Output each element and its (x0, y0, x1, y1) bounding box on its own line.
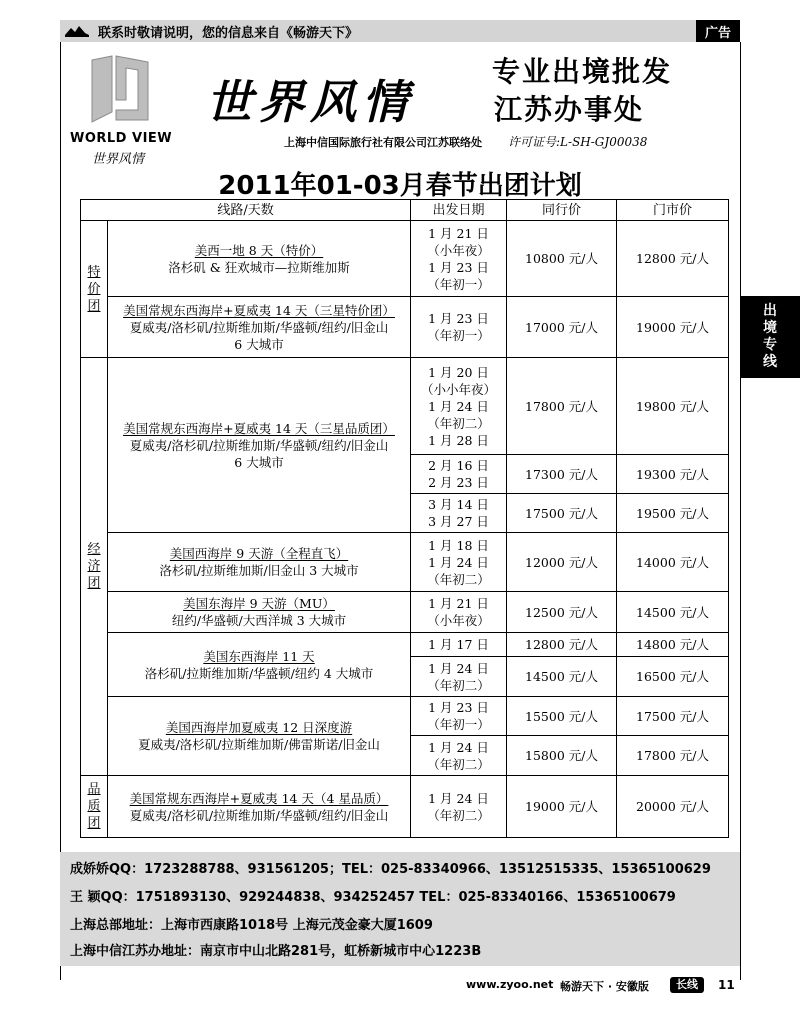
route-cities: 夏威夷/洛杉矶/拉斯维加斯/华盛顿/纽约/旧金山 (129, 807, 389, 823)
retail-price: 19500 元/人 (617, 494, 729, 533)
peer-price: 12000 元/人 (507, 533, 617, 592)
category-special: 特 价 团 (81, 221, 108, 358)
peer-price: 12500 元/人 (507, 592, 617, 633)
route-cities: 纽约/华盛顿/大西洋城 3 大城市 (171, 613, 347, 628)
tour-plan-table (80, 199, 729, 838)
retail-price: 14000 元/人 (617, 533, 729, 592)
route-title: 美西一地 8 天（特价） (194, 242, 324, 258)
route-cities: 洛杉矶/拉斯维加斯/华盛顿/纽约 4 大城市 (144, 665, 374, 681)
table-row (81, 297, 729, 358)
table-header-row (81, 200, 729, 221)
route-cell (108, 776, 411, 838)
brand-name: 世界风情 (206, 75, 414, 129)
ad-tag: 广告 (696, 20, 740, 42)
table-row (81, 697, 729, 736)
page-footer (60, 974, 740, 996)
route-cities: 夏威夷/洛杉矶/拉斯维加斯/华盛顿/纽约/旧金山 (129, 319, 389, 335)
peer-price: 15500 元/人 (507, 697, 617, 736)
table-row (81, 633, 729, 657)
route-cities: 洛杉矶/拉斯维加斯/旧金山 3 大城市 (159, 563, 359, 578)
route-title: 美国东西海岸 11 天 (203, 648, 315, 664)
address-jiangsu: 上海中信江苏办地址：南京市中山北路281号，虹桥新城市中心1223B (70, 944, 482, 959)
license-number: 许可证号:L-SH-GJ00038 (508, 135, 648, 149)
retail-price: 20000 元/人 (617, 776, 729, 838)
side-tab-char: 线 (763, 354, 777, 370)
route-cities: 夏威夷/洛杉矶/拉斯维加斯/华盛顿/纽约/旧金山 (129, 437, 389, 453)
contact-cheng: 成娇娇QQ：1723288788、931561205；TEL：025-83340966、13512515335、15365100629 (70, 862, 711, 877)
route-title: 美国常规东西海岸+夏威夷 14 天（4 星品质） (129, 790, 389, 806)
side-tab-char: 境 (763, 320, 777, 336)
side-tab-char: 专 (763, 337, 777, 353)
route-cities: 夏威夷/洛杉矶/拉斯维加斯/佛雷斯诺/旧金山 (138, 737, 380, 752)
peer-price: 17800 元/人 (507, 358, 617, 455)
retail-price: 19800 元/人 (617, 358, 729, 455)
company-name: 上海中信国际旅行社有限公司江苏联络处 (284, 136, 482, 149)
route-cell (108, 592, 411, 633)
magazine-logo-icon (60, 20, 94, 42)
route-title: 美国常规东西海岸+夏威夷 14 天（三星特价团） (123, 302, 395, 318)
address-shanghai: 上海总部地址：上海市西康路1018号 上海元茂金豪大厦1609 (70, 918, 433, 933)
date-cell: 1 月 24 日 （年初二） (411, 776, 507, 838)
route-title: 美国西海岸 9 天游（全程直飞） (169, 546, 349, 561)
side-section-tab (740, 296, 800, 378)
route-cell (108, 297, 411, 358)
brand-chinese-sub: 世界风情 (92, 152, 145, 167)
date-cell: 1 月 20 日 （小小年夜） 1 月 24 日 （年初二） 1 月 28 日 (411, 358, 507, 455)
table-row (81, 776, 729, 838)
category-economy: 经 济 团 (81, 358, 108, 776)
peer-price: 12800 元/人 (507, 633, 617, 657)
header-retail-price: 门市价 (617, 200, 729, 221)
contact-info-band (60, 852, 740, 966)
peer-price: 10800 元/人 (507, 221, 617, 297)
date-cell: 2 月 16 日 2 月 23 日 (411, 455, 507, 494)
brand-english-name: WORLD VIEW (70, 131, 173, 146)
date-cell: 1 月 23 日 （年初一） (411, 697, 507, 736)
table-row (81, 592, 729, 633)
retail-price: 17800 元/人 (617, 736, 729, 776)
retail-price: 17500 元/人 (617, 697, 729, 736)
date-cell: 3 月 14 日 3 月 27 日 (411, 494, 507, 533)
date-cell: 1 月 18 日 1 月 24 日 （年初二） (411, 533, 507, 592)
side-tab-char: 出 (763, 303, 777, 319)
retail-price: 12800 元/人 (617, 221, 729, 297)
date-cell: 1 月 21 日 （小年夜） 1 月 23 日 （年初一） (411, 221, 507, 297)
retail-price: 16500 元/人 (617, 657, 729, 697)
route-cell (108, 533, 411, 592)
date-cell: 1 月 21 日 （小年夜） (411, 592, 507, 633)
date-cell: 1 月 24 日 （年初二） (411, 657, 507, 697)
route-cell (108, 221, 411, 297)
route-cities-count: 6 大城市 (234, 336, 284, 352)
peer-price: 17300 元/人 (507, 455, 617, 494)
table-row (81, 221, 729, 297)
header-date: 出发日期 (411, 200, 507, 221)
date-cell: 1 月 24 日 （年初二） (411, 736, 507, 776)
peer-price: 14500 元/人 (507, 657, 617, 697)
header-peer-price: 同行价 (507, 200, 617, 221)
top-notice-bar (60, 20, 740, 42)
peer-price: 15800 元/人 (507, 736, 617, 776)
header-route: 线路/天数 (81, 200, 411, 221)
slogan-line-1: 专业出境批发 (492, 55, 673, 88)
peer-price: 17500 元/人 (507, 494, 617, 533)
date-cell: 1 月 23 日 （年初一） (411, 297, 507, 358)
table-row (81, 533, 729, 592)
plan-title: 2011年01-03月春节出团计划 (218, 171, 582, 201)
route-cell (108, 633, 411, 697)
right-border-rule (740, 42, 741, 980)
world-view-logo-icon (88, 54, 152, 126)
retail-price: 19300 元/人 (617, 455, 729, 494)
route-cities-count: 6 大城市 (234, 454, 284, 470)
route-cell (108, 358, 411, 533)
route-cell (108, 697, 411, 776)
website-link[interactable]: www.zyoo.net (466, 978, 554, 991)
contact-wang: 王 颖QQ：1751893130、929244838、934252457 TEL：025-83340166、15365100679 (70, 890, 676, 905)
slogan-line-2: 江苏办事处 (494, 93, 645, 126)
retail-price: 14800 元/人 (617, 633, 729, 657)
magazine-name: 畅游天下 · 安徽版 (560, 980, 649, 993)
route-cities: 洛杉矶 & 狂欢城市—拉斯维加斯 (168, 259, 350, 275)
retail-price: 14500 元/人 (617, 592, 729, 633)
category-quality: 品 质 团 (81, 776, 108, 838)
table-row (81, 358, 729, 455)
peer-price: 17000 元/人 (507, 297, 617, 358)
route-title: 美国东海岸 9 天游（MU） (183, 596, 335, 611)
page-number: 11 (718, 978, 735, 992)
section-tag: 长线 (670, 977, 704, 993)
route-title: 美国西海岸加夏威夷 12 日深度游 (165, 720, 353, 735)
route-title: 美国常规东西海岸+夏威夷 14 天（三星品质团） (123, 420, 395, 436)
source-notice: 联系时敬请说明，您的信息来自《畅游天下》 (98, 25, 359, 41)
peer-price: 19000 元/人 (507, 776, 617, 838)
date-cell: 1 月 17 日 (411, 633, 507, 657)
retail-price: 19000 元/人 (617, 297, 729, 358)
